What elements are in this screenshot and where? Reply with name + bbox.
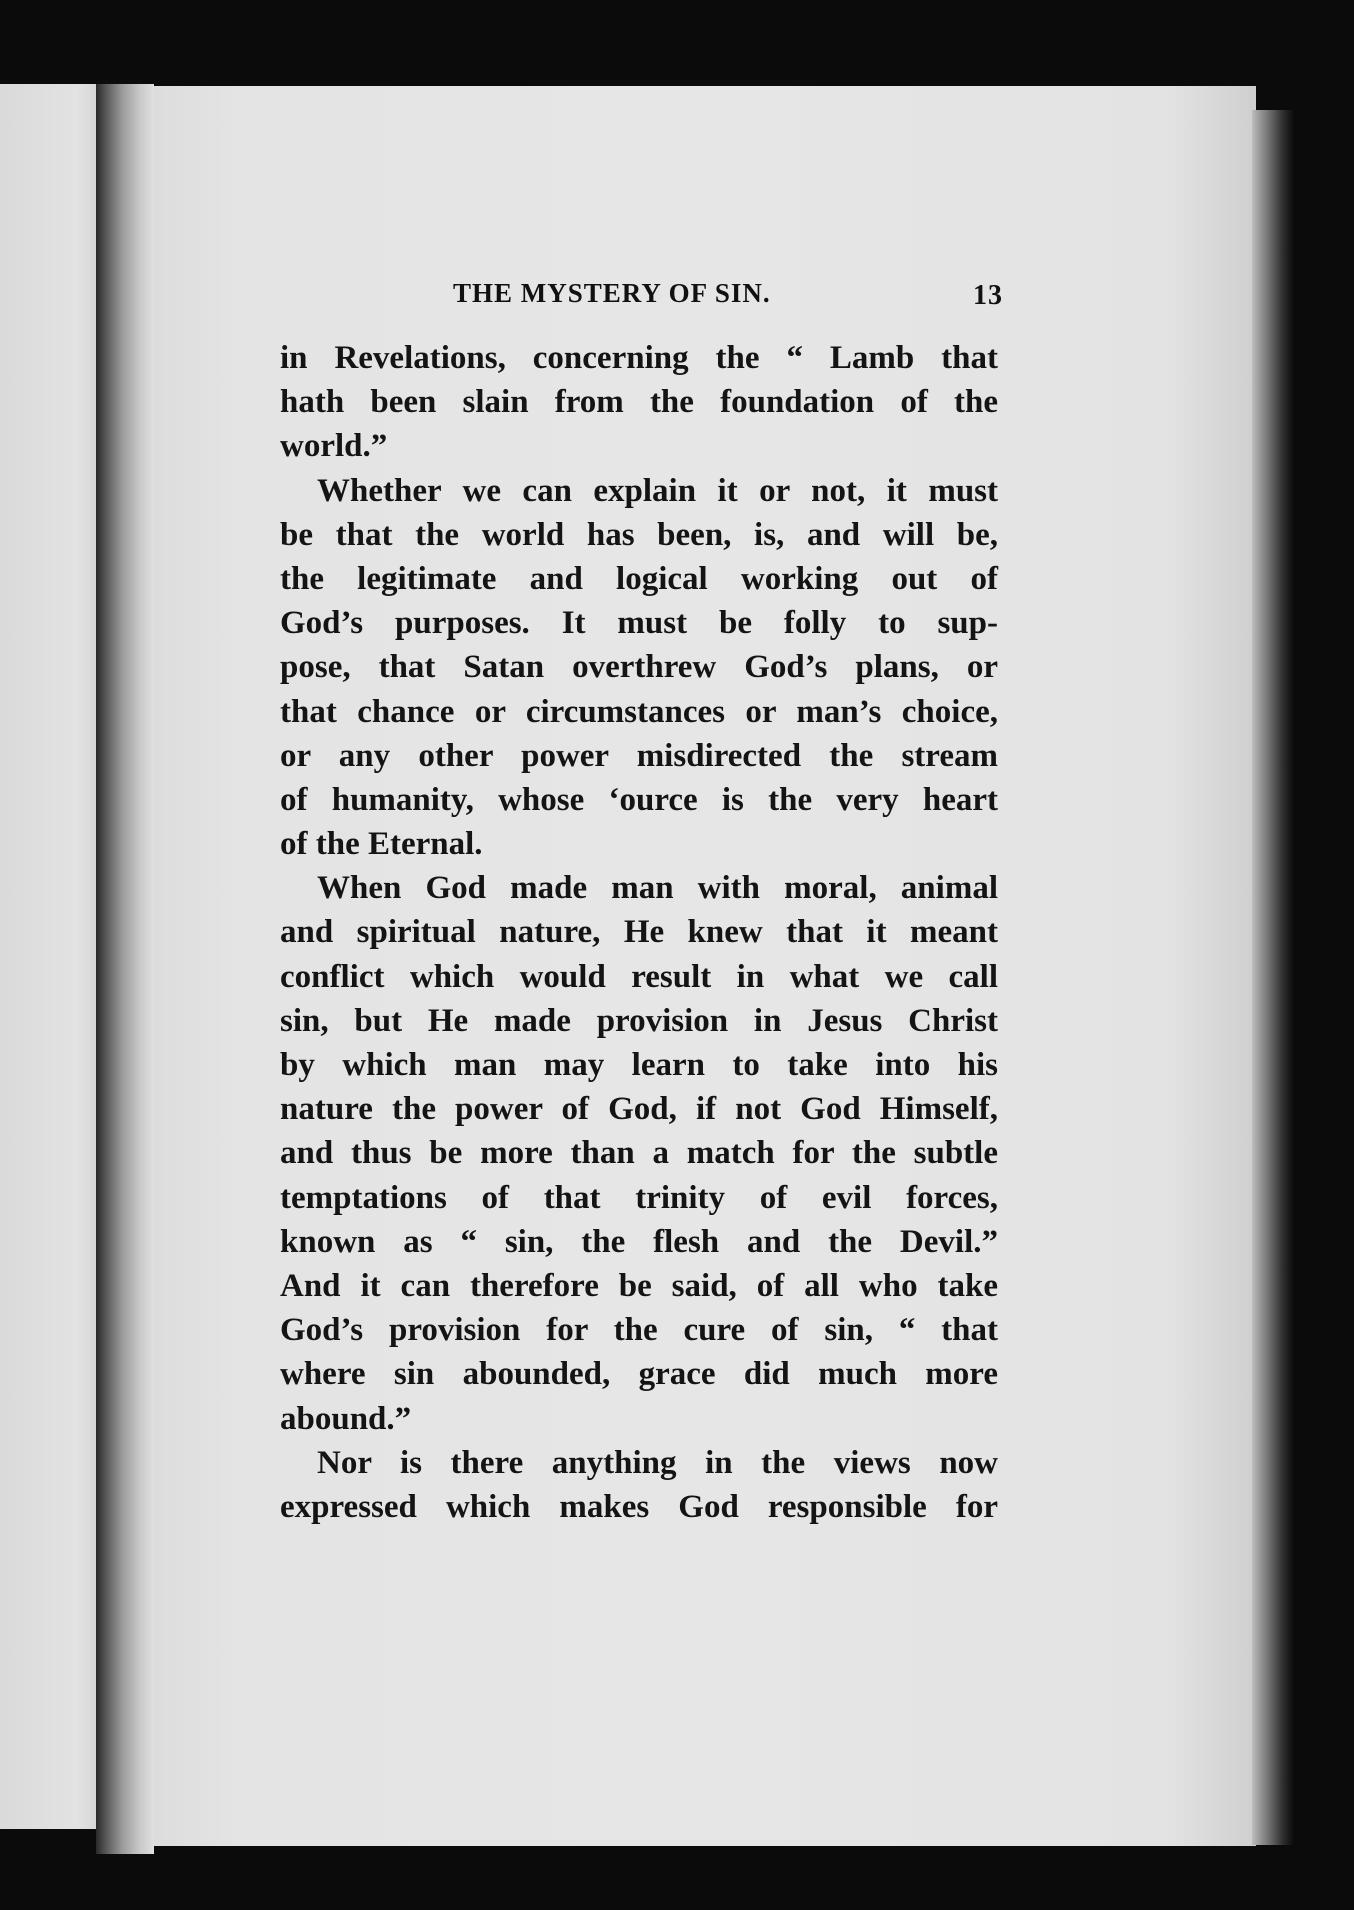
text-line: When God made man with moral, animal	[317, 870, 998, 907]
text-line: Whether we can explain it or not, it must	[317, 472, 998, 509]
text-line: world.”	[280, 428, 388, 465]
text-line: Nor is there anything in the views now	[317, 1444, 998, 1481]
text-line: of the Eternal.	[280, 826, 483, 863]
text-line: And it can therefore be said, of all who take	[280, 1267, 998, 1304]
text-line: hath been slain from the foundation of the	[280, 384, 998, 421]
facing-page-edge	[0, 84, 110, 1829]
text-line: in Revelations, concerning the “ Lamb that	[280, 340, 998, 376]
text-line: God’s provision for the cure of sin, “ that	[280, 1312, 998, 1349]
text-line: of humanity, whose ‘ource is the very heart	[280, 781, 998, 818]
text-line: pose, that Satan overthrew God’s plans, or	[280, 649, 998, 686]
text-line: sin, but He made provision in Jesus Christ	[280, 1002, 998, 1039]
text-line: or any other power misdirected the stream	[280, 737, 998, 774]
text-line: be that the world has been, is, and will be,	[280, 516, 998, 553]
text-line: and spiritual nature, He knew that it meant	[280, 914, 998, 951]
running-title: THE MYSTERY OF SIN.	[453, 278, 771, 308]
paragraph	[280, 1441, 998, 1529]
text-line: and thus be more than a match for the subtle	[280, 1135, 998, 1172]
book-gutter	[96, 84, 154, 1854]
text-line: God’s purposes. It must be folly to sup-	[280, 605, 998, 642]
running-head	[278, 278, 1003, 318]
text-line: the legitimate and logical working out of	[280, 560, 998, 597]
paragraph	[280, 469, 998, 867]
text-line: that chance or circumstances or man’s choice,	[280, 693, 998, 730]
text-line: by which man may learn to take into his	[280, 1047, 998, 1083]
page-right-edge	[1252, 110, 1294, 1845]
page-number: 13	[973, 280, 1003, 311]
body-text	[280, 336, 998, 1529]
text-line: conflict which would result in what we call	[280, 958, 998, 995]
text-line: where sin abounded, grace did much more	[280, 1356, 998, 1393]
paragraph	[280, 336, 998, 469]
text-line: expressed which makes God responsible for	[280, 1488, 998, 1525]
text-line: nature the power of God, if not God Himself,	[280, 1091, 998, 1128]
paragraph	[280, 866, 998, 1440]
text-line: abound.”	[280, 1400, 412, 1437]
text-line: known as “ sin, the flesh and the Devil.”	[280, 1223, 998, 1260]
text-line: temptations of that trinity of evil forces,	[280, 1179, 998, 1216]
